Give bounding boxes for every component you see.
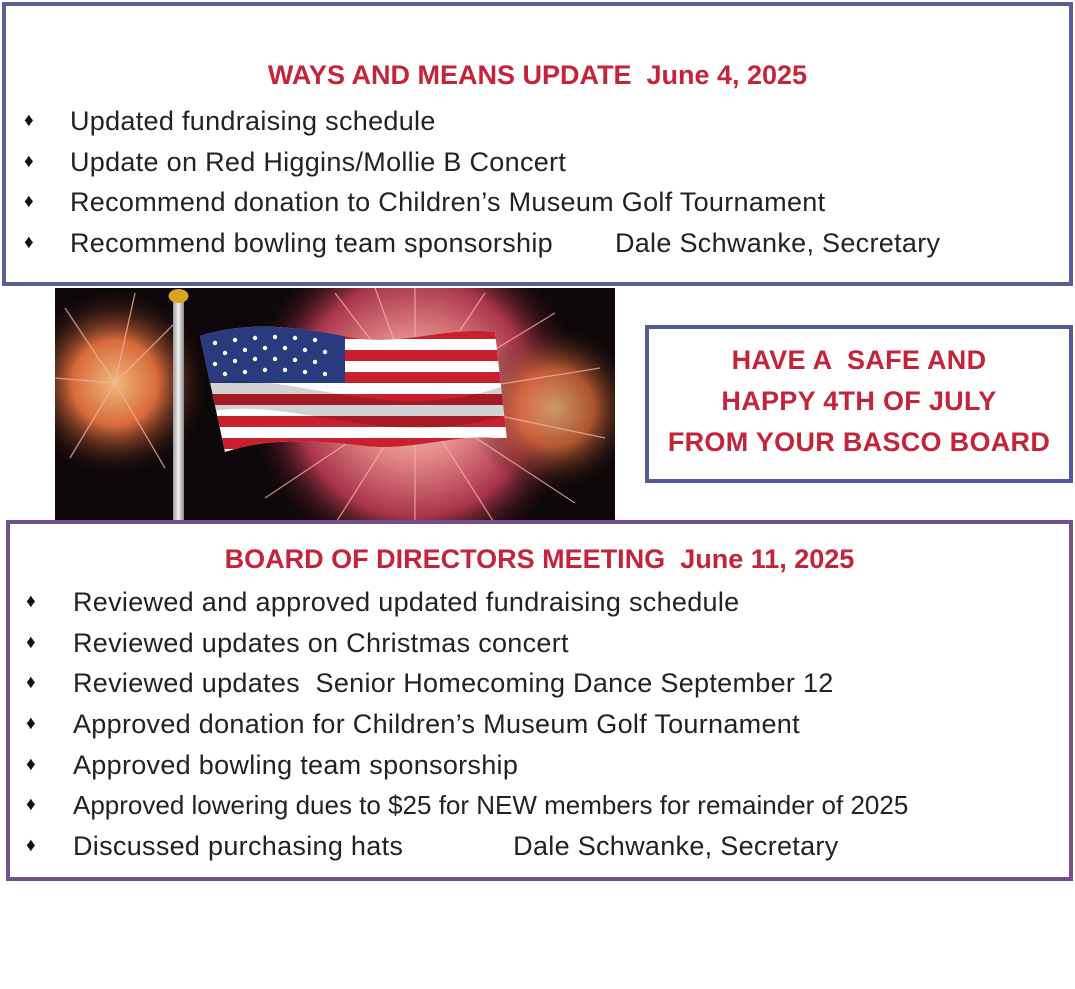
secretary-signature: Dale Schwanke, Secretary <box>614 228 941 259</box>
board-meeting-list <box>26 582 909 867</box>
list-item <box>26 663 834 704</box>
list-item <box>26 623 569 664</box>
flagpole <box>173 298 184 524</box>
greeting-line: HAVE A SAFE AND <box>731 345 987 375</box>
diamond-bullet-icon: ♦ <box>26 713 36 735</box>
list-item <box>24 142 567 183</box>
list-item <box>26 582 740 623</box>
secretary-signature: Dale Schwanke, Secretary <box>513 831 839 862</box>
ways-means-list <box>24 101 941 264</box>
greeting-line: HAPPY 4TH OF JULY <box>721 386 997 416</box>
list-item-text: Approved bowling team sponsorship <box>73 749 519 780</box>
diamond-bullet-icon: ♦ <box>26 591 36 612</box>
diamond-bullet-icon: ♦ <box>26 753 36 775</box>
list-item-text: Reviewed updates Senior Homecoming Dance September 12 <box>73 668 834 699</box>
list-item <box>26 745 519 786</box>
ways-means-heading: WAYS AND MEANS UPDATE June 4, 2025 <box>267 60 808 90</box>
diamond-bullet-icon: ♦ <box>26 794 36 816</box>
flag-fireworks-image <box>55 288 615 524</box>
diamond-bullet-icon: ♦ <box>24 191 34 213</box>
list-item <box>24 182 826 223</box>
board-meeting-heading: BOARD OF DIRECTORS MEETING June 11, 2025 <box>224 544 855 574</box>
list-item-text: Discussed purchasing hats <box>73 831 404 862</box>
list-item <box>26 785 909 826</box>
list-item-text: Recommend bowling team sponsorship <box>70 228 553 259</box>
list-item <box>26 826 839 867</box>
list-item <box>24 223 941 264</box>
diamond-bullet-icon: ♦ <box>24 150 34 172</box>
diamond-bullet-icon: ♦ <box>24 110 34 131</box>
list-item <box>26 704 800 745</box>
diamond-bullet-icon: ♦ <box>26 835 36 857</box>
ways-means-panel <box>2 2 1073 286</box>
list-item-text: Approved donation for Children’s Museum Golf Tournament <box>73 709 800 740</box>
list-item-text: Reviewed updates on Christmas concert <box>73 627 569 658</box>
diamond-bullet-icon: ♦ <box>26 631 36 653</box>
greeting-line: FROM YOUR BASCO BOARD <box>667 427 1051 457</box>
diamond-bullet-icon: ♦ <box>26 672 36 694</box>
list-item <box>24 101 436 142</box>
holiday-greeting-panel <box>645 325 1073 483</box>
list-item-with-signature <box>73 826 839 867</box>
flagpole-finial <box>169 289 189 303</box>
list-item-text: Update on Red Higgins/Mollie B Concert <box>70 146 567 177</box>
list-item-text: Reviewed and approved updated fundraising schedule <box>73 587 740 617</box>
list-item-text: Recommend donation to Children’s Museum Golf Tournament <box>70 187 826 218</box>
list-item-text: Approved lowering dues to $25 for NEW members for remainder of 2025 <box>73 790 909 821</box>
diamond-bullet-icon: ♦ <box>24 232 34 254</box>
board-meeting-panel <box>6 520 1073 881</box>
list-item-with-signature <box>70 223 940 264</box>
list-item-text: Updated fundraising schedule <box>70 106 436 136</box>
